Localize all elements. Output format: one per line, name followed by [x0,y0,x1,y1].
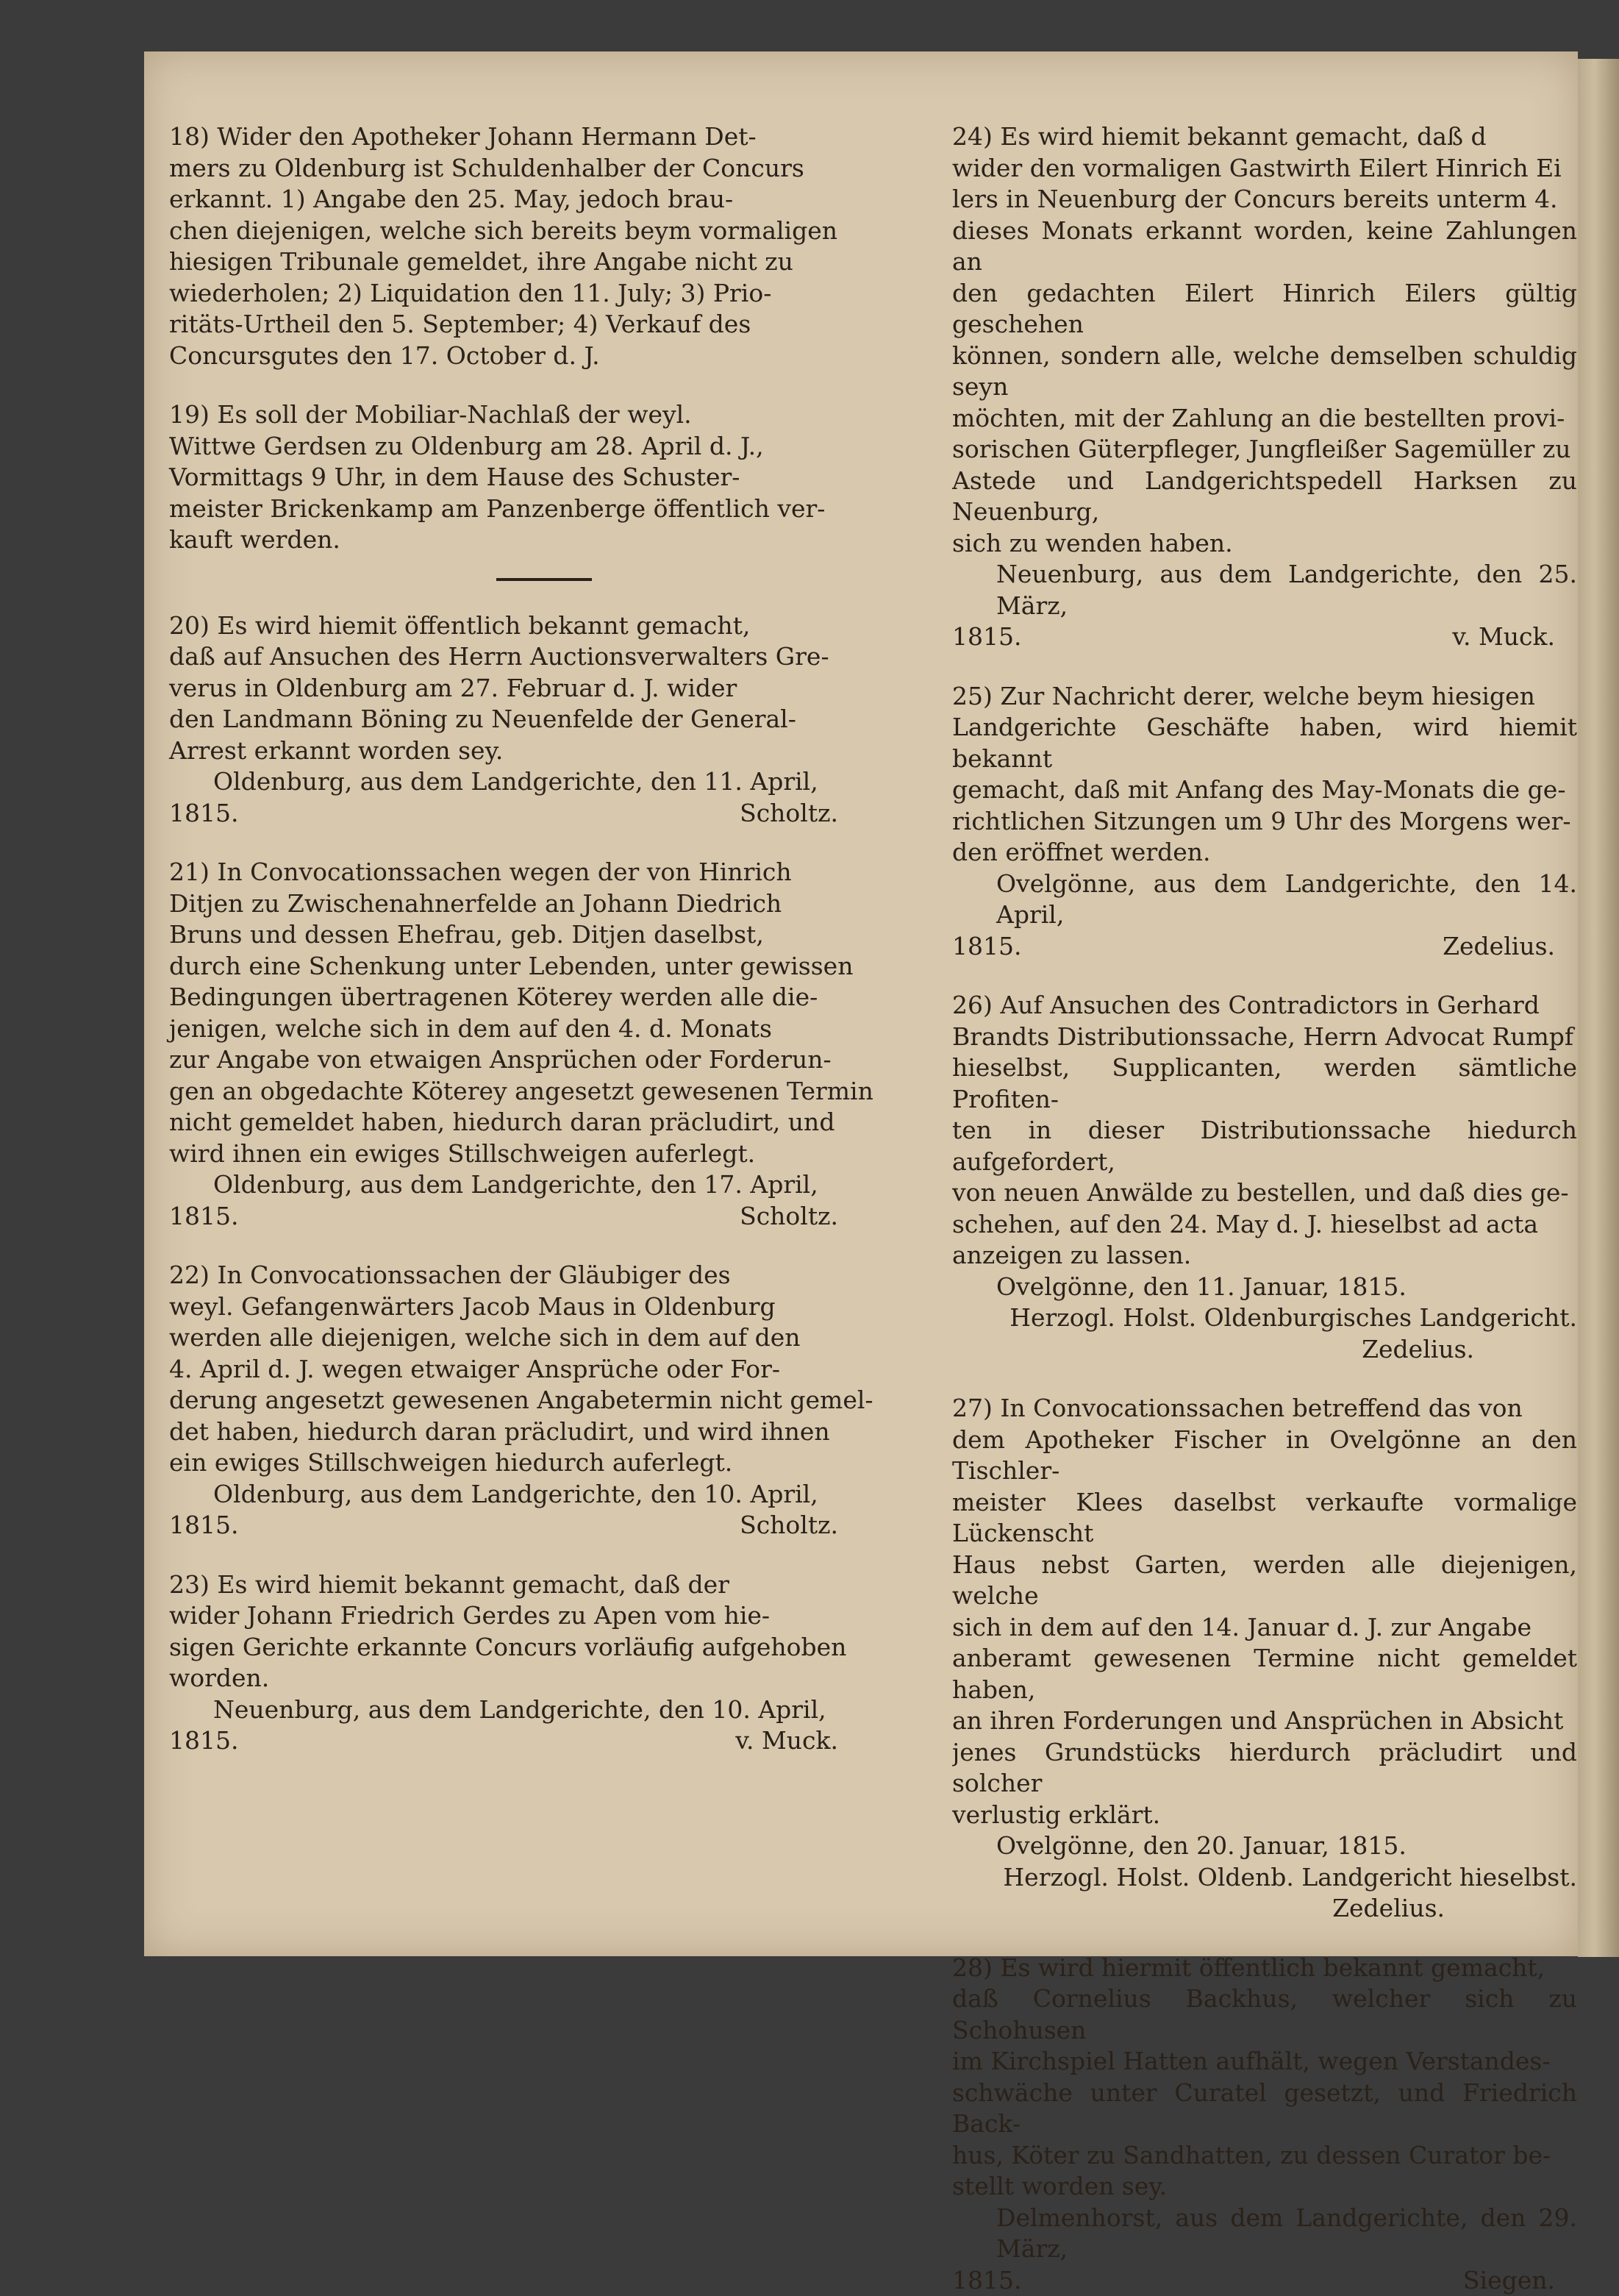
notice-23-signature [169,1725,919,1757]
notice-24-signer: v. Muck. [1452,621,1555,653]
notice-26-court: Herzogl. Holst. Oldenburgisches Landgericht. [952,1302,1577,1334]
notice-28-year: 1815. [952,2265,1021,2296]
notice-25: 25) Zur Nachricht derer, welche beym hiesigen Landgerichte Geschäfte haben, wird hiemit bekannt gemacht, daß mit Anfang des May-Monats die ge- richtlichen Sitzungen um 9 Uhr des Morgens wer- den eröffnet werden. [952,681,1577,869]
notice-24-signature [952,621,1577,653]
notice-20-year: 1815. [169,798,238,830]
right-column [952,121,1577,2296]
book-spine [1578,59,1619,1957]
notice-25-year: 1815. [952,931,1021,963]
notice-20-signer: Scholtz. [740,798,838,830]
notice-24-place: Neuenburg, aus dem Landgerichte, den 25. März, [952,559,1577,621]
notice-21: 21) In Convocationssachen wegen der von Hinrich Ditjen zu Zwischenahnerfelde an Johann Diedrich Bruns und dessen Ehefrau, geb. Ditjen daselbst, durch eine Schenkung unter Lebenden, unter gewissen Bedingungen übertragenen Köterey werden alle die- jenigen, welche sich in dem auf den 4. d. Monats zur Angabe von etwaigen Ansprüchen oder Forderun- gen an obgedachte Köterey angesetzt gewesenen Termin nicht gemeldet haben, hiedurch daran präcludirt, und wird ihnen ein ewiges Stillschweigen auferlegt. [169,857,919,1169]
notice-24-year: 1815. [952,621,1021,653]
notice-21-place: Oldenburg, aus dem Landgerichte, den 17. April, [169,1169,919,1201]
notice-25-signer: Zedelius. [1443,931,1555,963]
notice-25-signature [952,931,1577,963]
notice-23-place: Neuenburg, aus dem Landgerichte, den 10. April, [169,1694,919,1726]
notice-28: 28) Es wird hiermit öffentlich bekannt gemacht, daß Cornelius Backhus, welcher sich zu Schohusen im Kirchspiel Hatten aufhält, wegen Verstandes- schwäche unter Curatel gesetzt, und Friedrich Back- hus, Köter zu Sandhatten, zu dessen Curator be- stellt worden sey. [952,1953,1577,2203]
notice-19: 19) Es soll der Mobiliar-Nachlaß der weyl. Wittwe Gerdsen zu Oldenburg am 28. April d. J., Vormittags 9 Uhr, in dem Hause des Schuster- meister Brickenkamp am Panzenberge öffentlich ver- kauft werden. [169,399,919,556]
notice-27-court: Herzogl. Holst. Oldenb. Landgericht hieselbst. [952,1862,1577,1894]
notice-18: 18) Wider den Apotheker Johann Hermann Det- mers zu Oldenburg ist Schuldenhalber der Concurs erkannt. 1) Angabe den 25. May, jedoch brau- chen diejenigen, welche sich bereits beym vormaligen hiesigen Tribunale gemeldet, ihre Angabe nicht zu wiederholen; 2) Liquidation den 11. July; 3) Prio- ritäts-Urtheil den 5. September; 4) Verkauf des Concursgutes den 17. October d. J. [169,121,919,371]
notice-22: 22) In Convocationssachen der Gläubiger des weyl. Gefangenwärters Jacob Maus in Oldenburg werden alle diejenigen, welche sich in dem auf den 4. April d. J. wegen etwaiger Ansprüche oder For- derung angesetzt gewesenen Angabetermin nicht gemel- det haben, hiedurch daran präcludirt, und wird ihnen ein ewiges Stillschweigen hiedurch auferlegt. [169,1260,919,1479]
notice-28-signature [952,2265,1577,2296]
notice-28-signer: Siegen. [1463,2265,1555,2296]
notice-21-signature [169,1201,919,1233]
notice-27: 27) In Convocationssachen betreffend das von dem Apotheker Fischer in Ovelgönne an den Tischler- meister Klees daselbst verkaufte vormalige Lückenscht Haus nebst Garten, werden alle diejenigen, welche sich in dem auf den 14. Januar d. J. zur Angabe anberamt gewesenen Termine nicht gemeldet haben, an ihren Forderungen und Ansprüchen in Absicht jenes Grundstücks hierdurch präcludirt und solcher verlustig erklärt. [952,1393,1577,1830]
notice-23-year: 1815. [169,1725,238,1757]
notice-21-year: 1815. [169,1201,238,1233]
notice-27-signer: Zedelius. [952,1893,1577,1925]
notice-26-place: Ovelgönne, den 11. Januar, 1815. [952,1272,1577,1303]
notice-21-signer: Scholtz. [740,1201,838,1233]
notice-22-place: Oldenburg, aus dem Landgerichte, den 10. April, [169,1479,919,1511]
left-column [169,121,919,1757]
notice-26-signer: Zedelius. [952,1334,1577,1366]
notice-23: 23) Es wird hiemit bekannt gemacht, daß der wider Johann Friedrich Gerdes zu Apen vom hie- sigen Gerichte erkannte Concurs vorläufig aufgehoben worden. [169,1569,919,1694]
notice-24: 24) Es wird hiemit bekannt gemacht, daß d wider den vormaligen Gastwirth Eilert Hinrich Ei lers in Neuenburg der Concurs bereits unterm 4. dieses Monats erkannt worden, keine Zahlungen an den gedachten Eilert Hinrich Eilers gültig geschehen können, sondern alle, welche demselben schuldig seyn möchten, mit der Zahlung an die bestellten provi- sorischen Güterpfleger, Jungfleißer Sagemüller zu Astede und Landgerichtspedell Harksen zu Neuenburg, sich zu wenden haben. [952,121,1577,559]
notice-20-place: Oldenburg, aus dem Landgerichte, den 11. April, [169,766,919,798]
notice-28-place: Delmenhorst, aus dem Landgerichte, den 29. März, [952,2203,1577,2265]
notice-27-place: Ovelgönne, den 20. Januar, 1815. [952,1830,1577,1862]
notice-22-signature [169,1510,919,1541]
notice-22-year: 1815. [169,1510,238,1541]
notice-22-signer: Scholtz. [740,1510,838,1541]
notice-23-signer: v. Muck. [735,1725,838,1757]
notice-20: 20) Es wird hiemit öffentlich bekannt gemacht, daß auf Ansuchen des Herrn Auctionsverwalters Gre- verus in Oldenburg am 27. Februar d. J. wider den Landmann Böning zu Neuenfelde der General- Arrest erkannt worden sey. [169,610,919,767]
notice-26: 26) Auf Ansuchen des Contradictors in Gerhard Brandts Distributionssache, Herrn Advocat Rumpf hieselbst, Supplicanten, werden sämtliche Profiten- ten in dieser Distributionssache hiedurch aufgefordert, von neuen Anwälde zu bestellen, und daß dies ge- schehen, auf den 24. May d. J. hieselbst ad acta anzeigen zu lassen. [952,990,1577,1272]
notice-25-place: Ovelgönne, aus dem Landgerichte, den 14. April, [952,869,1577,931]
notice-20-signature [169,798,919,830]
section-divider [496,578,592,581]
